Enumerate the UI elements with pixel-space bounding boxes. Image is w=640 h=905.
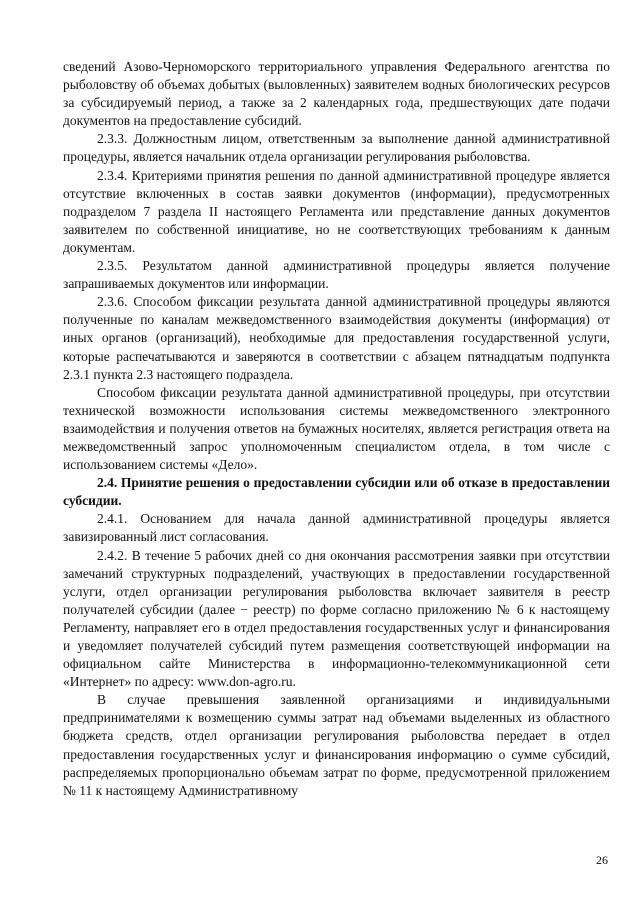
section-heading-2-4: 2.4. Принятие решения о предоставлении субсидии или об отказе в предоставлении субсидии. — [63, 475, 610, 509]
paragraph-2-3-6: 2.3.6. Способом фиксации результата данной административной процедуры являются полученные по каналам межведомственного взаимодействия документы (информация) от иных органов (организаций), необходимые для предоставления государственной услуги, которые распечатываются и заверяются в соответствии с абзацем пятнадцатым подпункта 2.3.1 пункта 2.3 настоящего подраздела. — [63, 294, 610, 382]
page-number: 26 — [596, 853, 608, 867]
paragraph-continuation: сведений Азово-Черноморского территориального управления Федерального агентства по рыболовству об объемах добытых (выловленных) заявителем водных биологических ресурсов за субсидируемый период, а также за 2 календарных года, предшествующих дате подачи документов на предоставление субсидий. — [63, 59, 610, 129]
paragraph-2-3-3: 2.3.3. Должностным лицом, ответственным за выполнение данной административной процедуры, является начальник отдела организации регулирования рыболовства. — [63, 131, 610, 165]
website-link[interactable]: www.don-agro.ru — [197, 674, 293, 690]
paragraph-2-4-2-tail: . — [292, 674, 296, 690]
paragraph-2-3-4: 2.3.4. Критериями принятия решения по данной административной процедуре является отсутствие включенных в состав заявки документов (информации), предусмотренных подразделом 7 раздела II настоящего Регламента или представление данных документов заявителем по собственной инициативе, но не соответствующих требованиям к данным документам. — [63, 167, 610, 255]
paragraph-2-4-2 — [63, 547, 610, 692]
paragraph-2-4-2-text: 2.4.2. В течение 5 рабочих дней со дня окончания рассмотрения заявки при отсутствии замечаний структурных подразделений, участвующих в предоставлении государственной услуги, отдел организации регулирования рыболовства включает заявителя в реестр получателей субсидии (далее − реестр) по форме согласно приложению № 6 к настоящему Регламенту, направляет его в отдел предоставления государственных услуг и финансирования и уведомляет получателей субсидий путем размещения соответствующей информации на официальном сайте Министерства в информационно-телекоммуникационной сети «Интернет» по адресу: — [63, 547, 610, 690]
paragraph-2-4-1: 2.4.1. Основанием для начала данной административной процедуры является завизированный лист согласования. — [63, 511, 610, 545]
paragraph-budget-excess: В случае превышения заявленной организациями и индивидуальными предпринимателями к возмещению суммы затрат над объемами выделенных из областного бюджета средств, отдел организации регулирования рыболовства передает в отдел предоставления государственных услуг и финансирования информацию о сумме субсидий, распределяемых пропорционально объемам затрат по форме, предусмотренной приложением № 11 к настоящему Административному — [63, 692, 610, 798]
paragraph-fixation-method: Способом фиксации результата данной административной процедуры, при отсутствии технической возможности использования системы межведомственного электронного взаимодействия и получения ответов на бумажных носителях, является регистрация ответа на межведомственный запрос уполномоченным специалистом отдела, в том числе с использованием системы «Дело». — [63, 384, 610, 473]
paragraph-2-3-5: 2.3.5. Результатом данной административной процедуры является получение запрашиваемых документов или информации. — [63, 258, 610, 292]
page-body — [63, 58, 610, 800]
